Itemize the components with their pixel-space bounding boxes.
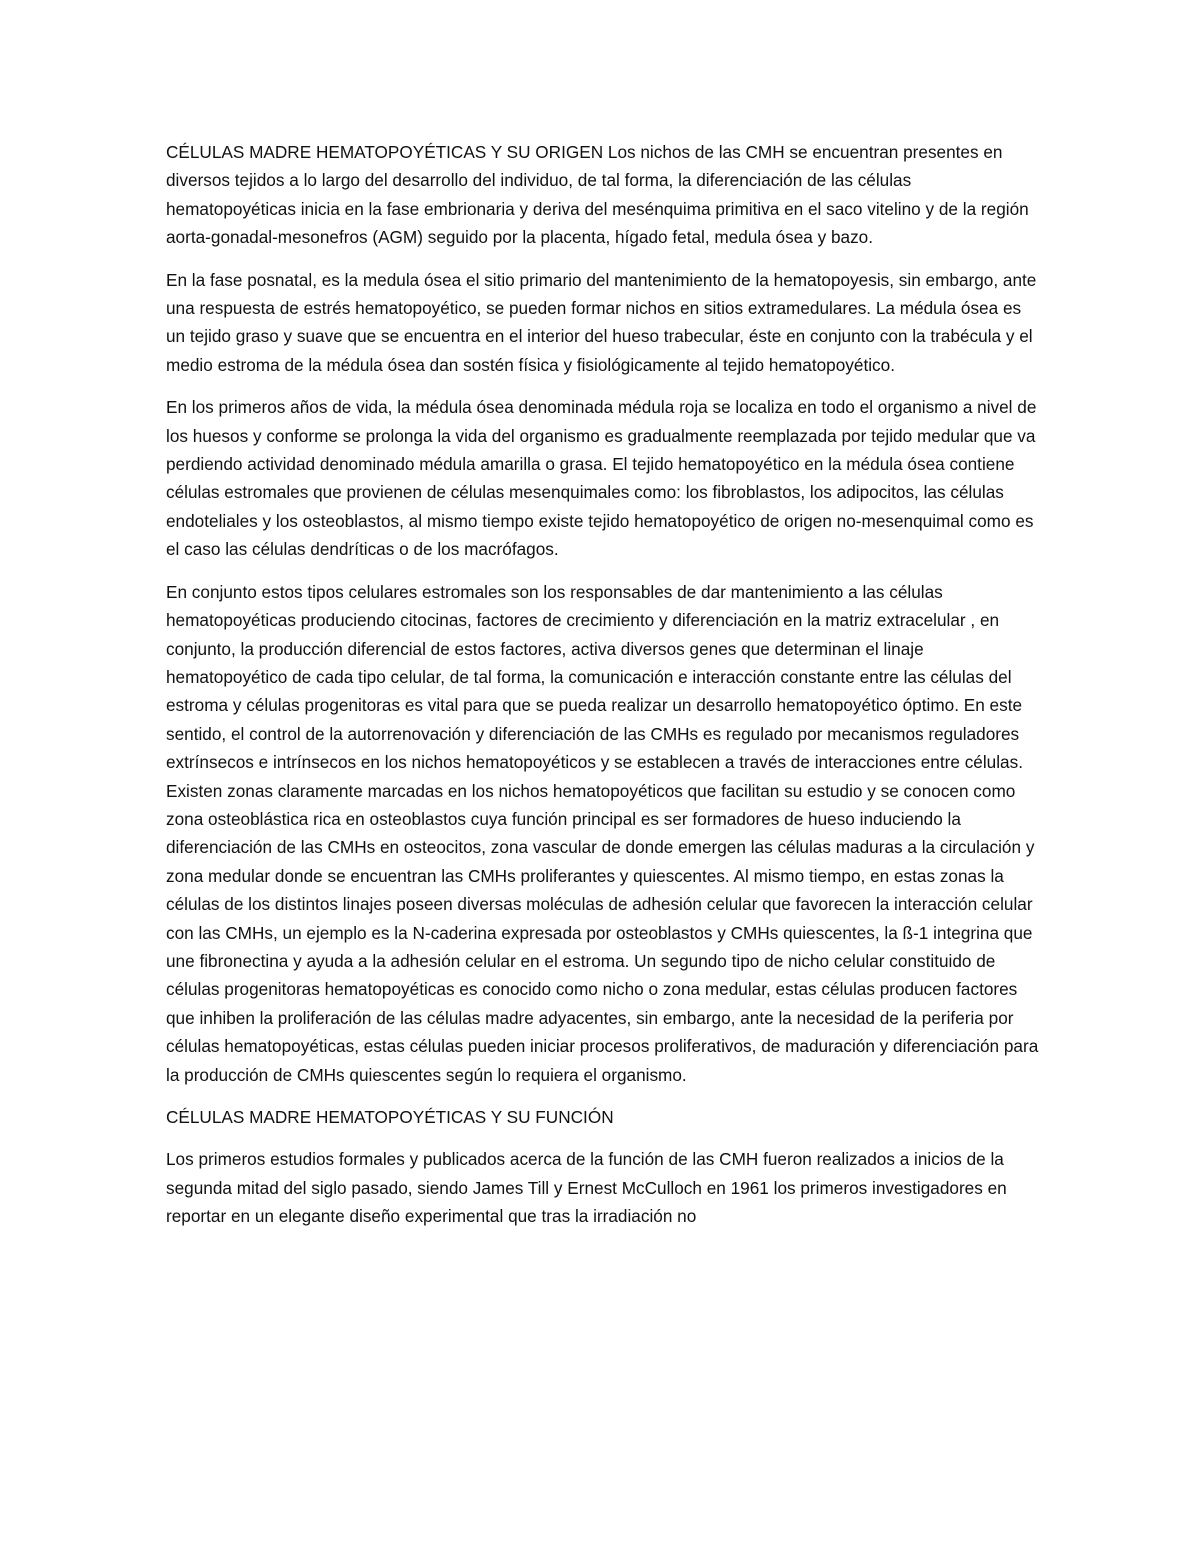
paragraph-primeros-estudios: Los primeros estudios formales y publicados acerca de la función de las CMH fueron realizados a inicios de la segunda mitad del siglo pasado, siendo James Till y Ernest McCulloch en 1961 los primeros investigadores en reportar en un elegante diseño experimental que tras la irradiación no	[166, 1149, 1007, 1227]
section-heading-funcion: CÉLULAS MADRE HEMATOPOYÉTICAS Y SU FUNCIÓN	[166, 1107, 614, 1127]
paragraph-tipos-celulares: En conjunto estos tipos celulares estromales son los responsables de dar mantenimiento a las células hematopoyéticas produciendo citocinas, factores de crecimiento y diferenciación en la matriz extracelular , en conjunto, la producción diferencial de estos factores, activa diversos genes que determinan el linaje hematopoyético de cada tipo celular, de tal forma, la comunicación e interacción constante entre las células del estroma y células progenitoras es vital para que se pueda realizar un desarrollo hematopoyético óptimo. En este sentido, el control de la autorrenovación y diferenciación de las CMHs es regulado por mecanismos reguladores extrínsecos e intrínsecos en los nichos hematopoyéticos y se establecen a través de interacciones entre células. Existen zonas claramente marcadas en los nichos hematopoyéticos que facilitan su estudio y se conocen como zona osteoblástica rica en osteoblastos cuya función principal es ser formadores de hueso induciendo la diferenciación de las CMHs en osteocitos, zona vascular de donde emergen las células maduras a la circulación y zona medular donde se encuentran las CMHs proliferantes y quiescentes. Al mismo tiempo, en estas zonas la células de los distintos linajes poseen diversas moléculas de adhesión celular que favorecen la interacción celular con las CMHs, un ejemplo es la N-caderina expresada por osteoblastos y CMHs quiescentes, la ß-1 integrina que une fibronectina y ayuda a la adhesión celular en el estroma. Un segundo tipo de nicho celular constituido de células progenitoras hematopoyéticas es conocido como nicho o zona medular, estas células producen factores que inhiben la proliferación de las células madre adyacentes, sin embargo, ante la necesidad de la periferia por células hematopoyéticas, estas células pueden iniciar procesos proliferativos, de maduración y diferenciación para la producción de CMHs quiescentes según lo requiera el organismo.	[166, 581, 1039, 1085]
paragraph-origen: CÉLULAS MADRE HEMATOPOYÉTICAS Y SU ORIGEN Los nichos de las CMH se encuentran presentes en diversos tejidos a lo largo del desarrollo del individuo, de tal forma, la diferenciación de las células hematopoyéticas inicia en la fase embrionaria y deriva del mesénquima primitiva en el saco vitelino y de la región aorta-gonadal-mesonefros (AGM) seguido por la placenta, hígado fetal, medula ósea y bazo.	[166, 142, 1029, 248]
paragraph-primeros-anos: En los primeros años de vida, la médula ósea denominada médula roja se localiza en todo el organismo a nivel de los huesos y conforme se prolonga la vida del organismo es gradualmente reemplazada por tejido medular que va perdiendo actividad denominado médula amarilla o grasa. El tejido hematopoyético en la médula ósea contiene células estromales que provienen de células mesenquimales como: los fibroblastos, los adipocitos, las células endoteliales y los osteoblastos, al mismo tiempo existe tejido hematopoyético de origen no-mesenquimal como es el caso las células dendríticas o de los macrófagos.	[166, 397, 1037, 560]
paragraph-fase-posnatal: En la fase posnatal, es la medula ósea el sitio primario del mantenimiento de la hematopoyesis, sin embargo, ante una respuesta de estrés hematopoyético, se pueden formar nichos en sitios extramedulares. La médula ósea es un tejido graso y suave que se encuentra en el interior del hueso trabecular, éste en conjunto con la trabécula y el medio estroma de la médula ósea dan sostén física y fisiológicamente al tejido hematopoyético.	[166, 269, 1037, 375]
